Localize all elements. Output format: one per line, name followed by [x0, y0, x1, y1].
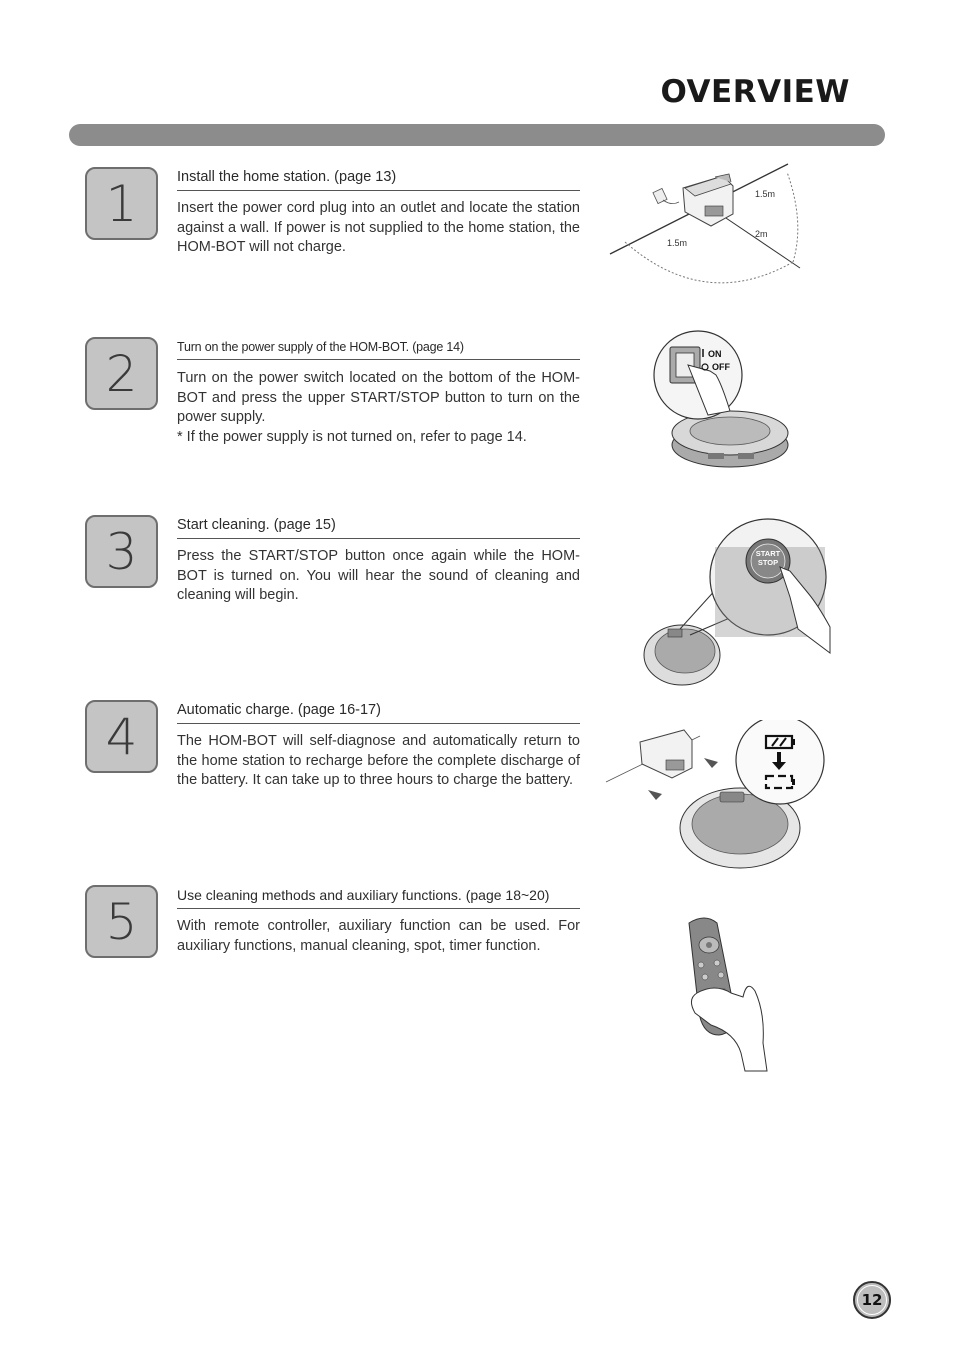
step-number: 4 — [85, 700, 158, 773]
off-label: OFF — [712, 362, 730, 372]
step-title: Start cleaning. (page 15) — [177, 517, 580, 539]
step-paragraph: The HOM-BOT will self-diagnose and automatically return to the home station to recharge before the complete discharge of the battery. It can take up to three hours to charge the battery. — [177, 733, 580, 789]
step-number: 1 — [85, 167, 158, 240]
home-station-icon — [683, 174, 733, 226]
step-body — [177, 547, 580, 606]
step-body — [177, 199, 580, 258]
on-label: ON — [708, 349, 722, 359]
step-title: Install the home station. (page 13) — [177, 169, 580, 191]
distance-label: 1.5m — [755, 189, 776, 199]
step-paragraph: Insert the power cord plug into an outlet and locate the station against a wall. If power is not supplied to the home station, the HOM-BOT will not charge. — [177, 200, 580, 256]
step-body — [177, 732, 580, 791]
step-paragraph: Turn on the power switch located on the bottom of the HOM-BOT and press the upper START/STOP button to turn on the power supply. — [177, 370, 580, 426]
step-title: Automatic charge. (page 16-17) — [177, 702, 580, 724]
distance-label: 1.5m — [667, 238, 688, 248]
page-title: OVERVIEW — [660, 74, 850, 110]
start-label: START — [755, 549, 781, 558]
step-paragraph: Press the START/STOP button once again while the HOM-BOT is turned on. You will hear the sound of cleaning and cleaning will begin. — [177, 548, 580, 604]
automatic-charge-illustration — [600, 720, 830, 880]
start-stop-illustration — [640, 517, 835, 692]
remote-controller-illustration — [675, 913, 775, 1073]
outlet-icon — [653, 188, 679, 203]
page-number: 12 — [853, 1281, 891, 1319]
step-body — [177, 369, 580, 448]
step-paragraph: With remote controller, auxiliary function can be used. For auxiliary functions, manual cleaning, spot, timer function. — [177, 918, 580, 954]
power-switch-illustration — [650, 325, 810, 490]
step-number: 5 — [85, 885, 158, 958]
distance-label: 2m — [755, 229, 768, 239]
step-title: Turn on the power supply of the HOM-BOT. (page 14) — [177, 340, 580, 360]
step-number: 2 — [85, 337, 158, 410]
stop-label: STOP — [757, 558, 779, 567]
step-body — [177, 917, 580, 956]
step-note: * If the power supply is not turned on, refer to page 14. — [177, 429, 527, 446]
home-station-placement-illustration — [605, 162, 810, 292]
step-number: 3 — [85, 515, 158, 588]
header-bar — [69, 124, 885, 146]
step-title: Use cleaning methods and auxiliary functions. (page 18~20) — [177, 887, 580, 909]
